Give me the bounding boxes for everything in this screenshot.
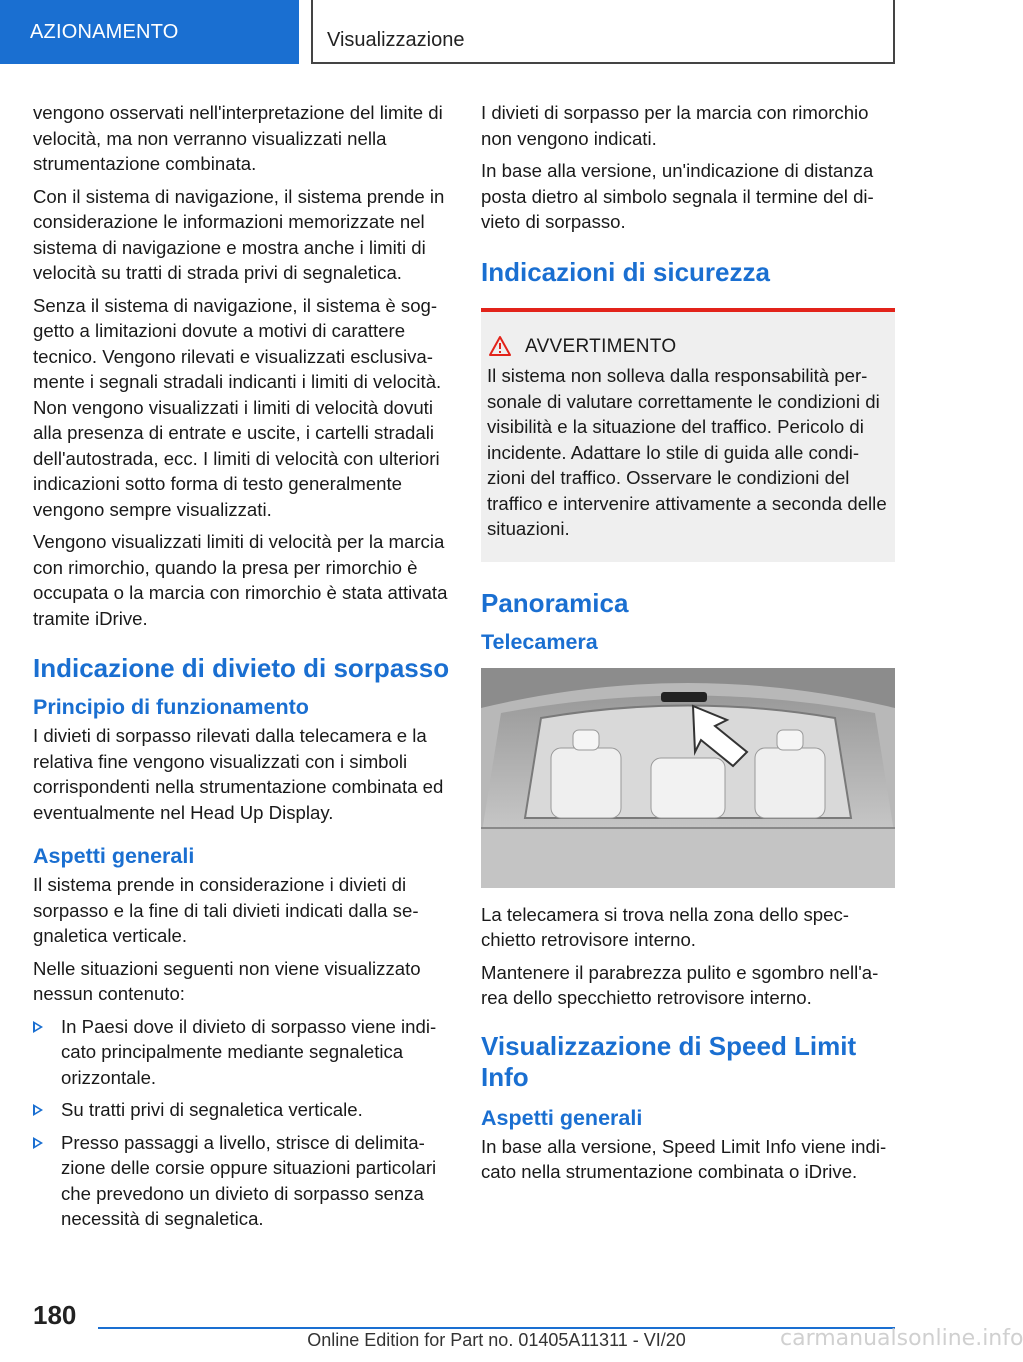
paragraph: vengono osservati nell'interpretazione del limite di velocità, ma non verranno visualizzati nella strumentazione combinata. bbox=[33, 102, 443, 174]
right-column bbox=[481, 100, 895, 1192]
warning-box bbox=[481, 308, 895, 562]
bullet-list bbox=[33, 1014, 450, 1232]
paragraph: In base alla versione, Speed Limit Info viene indicato nella strumentazione combinata o iDrive. bbox=[481, 1135, 887, 1182]
list-item-text: In Paesi dove il divieto di sorpasso viene indicato principalmente mediante segnaletica orizzontale. bbox=[61, 1015, 437, 1088]
camera-location-image bbox=[481, 668, 895, 888]
triangle-bullet-icon bbox=[33, 1137, 43, 1149]
paragraph: Il sistema prende in considerazione i divieti di sorpasso e la fine di tali divieti indicati dalla segnaletica verticale. bbox=[33, 874, 419, 946]
warning-label: AVVERTIMENTO bbox=[525, 335, 677, 357]
header-page-title: Visualizzazione bbox=[311, 0, 895, 64]
list-item bbox=[33, 1130, 450, 1232]
subheading-telecamera: Telecamera bbox=[481, 629, 598, 654]
header-section-label: AZIONAMENTO bbox=[0, 0, 299, 64]
paragraph: Vengono visualizzati limiti di velocità per la marcia con rimorchio, quando la presa per rimorchio è occupata o la marcia con rimorchio è stata attivata tramite iDrive. bbox=[33, 531, 448, 629]
list-item-text: Su tratti privi di segnaletica verticale. bbox=[61, 1099, 363, 1120]
list-item bbox=[33, 1097, 450, 1123]
subheading-aspetti: Aspetti generali bbox=[33, 844, 195, 868]
paragraph: Senza il sistema di navigazione, il sistema è soggetto a limitazioni dovute a motivi di carattere tecnico. Vengono rilevati e visualizzati esclusivamente i segnali stradali indicanti i limiti di velocità. Non vengono visualizzati i limiti di velocità dovuti alla presenza di entrate e uscite, i cartelli stradali dell'autostrada, ecc. I limiti di velocità con ulteriori indicazioni sotto forma di testo generalmente vengono sempre visualizzati. bbox=[33, 294, 442, 520]
paragraph: In base alla versione, un'indicazione di distanza posta dietro al simbolo segnala il termine del divieto di sorpasso. bbox=[481, 160, 874, 232]
paragraph: Nelle situazioni seguenti non viene visualizzato nessun contenuto: bbox=[33, 957, 421, 1004]
watermark: carmanualsonline.info bbox=[780, 1326, 1023, 1351]
paragraph: Mantenere il parabrezza pulito e sgombro nell'area dello specchietto retrovisore interno. bbox=[481, 961, 879, 1008]
warning-text: Il sistema non solleva dalla responsabilità personale di valutare correttamente le condizioni di visibilità e la situazione del traffico. Pericolo di incidente. Adattare lo stile di guida alle condizioni del traffico. Osservare le condizioni del traffico e intervenire attivamente a seconda delle situazioni. bbox=[487, 365, 887, 539]
triangle-bullet-icon bbox=[33, 1021, 43, 1033]
list-item-text: Presso passaggi a livello, strisce di delimitazione delle corsie oppure situazioni particolari che prevedono un divieto di sorpasso senza necessità di segnaletica. bbox=[61, 1131, 437, 1229]
warning-header bbox=[487, 334, 889, 360]
footer-divider bbox=[98, 1327, 895, 1329]
footer-edition: Online Edition for Part no. 01405A11311 - VI/20 bbox=[307, 1330, 686, 1350]
left-column bbox=[33, 100, 450, 1239]
subheading-principio: Principio di funzionamento bbox=[33, 695, 309, 719]
paragraph: I divieti di sorpasso rilevati dalla telecamera e la relativa fine vengono visualizzati con i simboli corrispondenti nella strumentazione combinata ed eventualmente nel Head Up Display. bbox=[33, 725, 444, 823]
warning-triangle-icon bbox=[489, 336, 511, 356]
section-heading-speed-limit: Visualizzazione di Speed Limit Info bbox=[481, 1030, 857, 1092]
paragraph: I divieti di sorpasso per la marcia con rimorchio non vengono indicati. bbox=[481, 102, 869, 149]
subheading-aspetti-generali: Aspetti generali bbox=[481, 1105, 643, 1130]
section-heading-divieto: Indicazione di divieto di sorpasso bbox=[33, 653, 450, 683]
paragraph: Con il sistema di navigazione, il sistema prende in considerazione le informazioni memorizzate nel sistema di navigazione e mostra anche i limiti di velocità su tratti di strada privi di segnaletica. bbox=[33, 185, 445, 283]
section-heading-sicurezza: Indicazioni di sicurezza bbox=[481, 256, 770, 287]
paragraph: La telecamera si trova nella zona dello specchietto retrovisore interno. bbox=[481, 903, 849, 950]
section-heading-panoramica: Panoramica bbox=[481, 587, 629, 618]
triangle-bullet-icon bbox=[33, 1104, 43, 1116]
list-item bbox=[33, 1014, 450, 1091]
page-number: 180 bbox=[33, 1300, 77, 1330]
